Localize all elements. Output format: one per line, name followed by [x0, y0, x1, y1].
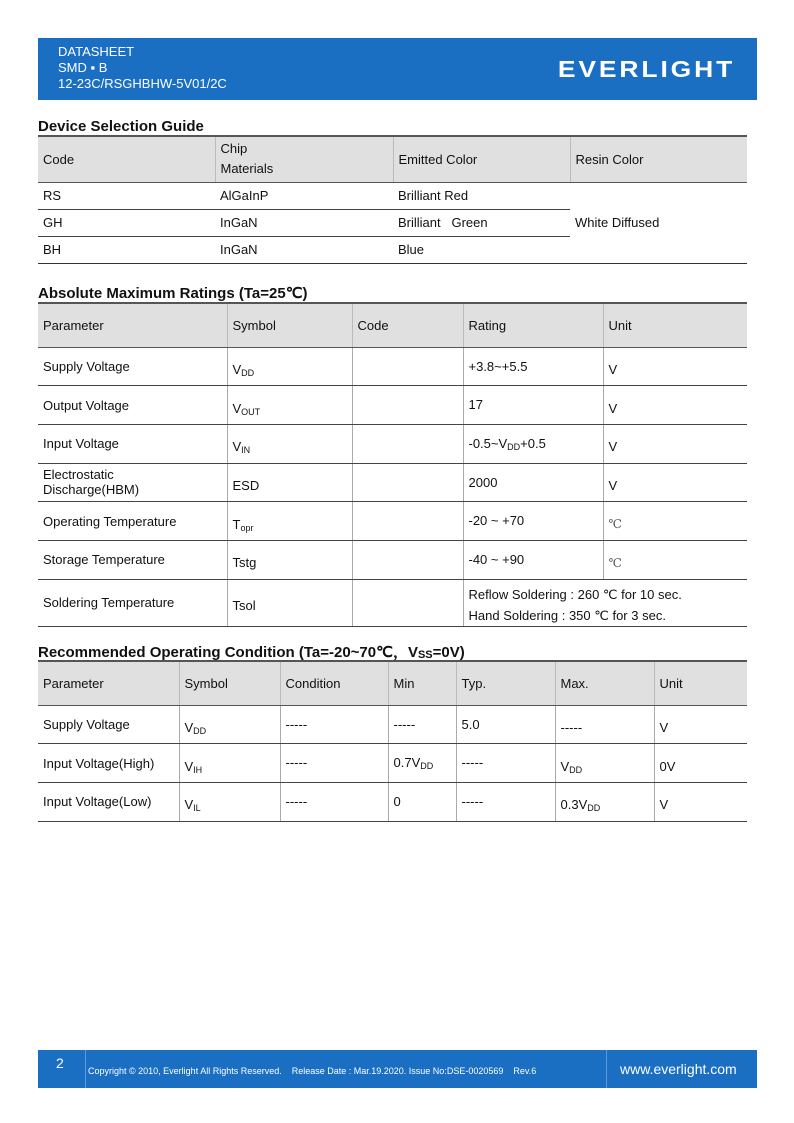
cell-unit: ℃: [603, 540, 747, 579]
footer-divider: [85, 1050, 86, 1088]
cell-code: [352, 424, 463, 463]
page-footer: [38, 1050, 757, 1088]
cell-symbol: VIL: [179, 782, 280, 821]
cell-parameter: Input Voltage(Low): [38, 782, 179, 821]
table-row: [38, 782, 747, 821]
table-row: [38, 182, 747, 209]
header-code: Code: [38, 136, 215, 182]
device-selection-table: [38, 135, 747, 264]
cell-symbol: VOUT: [227, 386, 352, 425]
header-parameter: Parameter: [38, 303, 227, 347]
table-row: [38, 502, 747, 541]
product-family: SMD ▪ B: [58, 60, 108, 75]
cell-parameter: Operating Temperature: [38, 502, 227, 541]
cell-symbol: VIN: [227, 424, 352, 463]
cell-code: [352, 579, 463, 626]
cell-parameter: Output Voltage: [38, 386, 227, 425]
header-code: Code: [352, 303, 463, 347]
cell-parameter: Storage Temperature: [38, 540, 227, 579]
cell-chip: InGaN: [220, 242, 258, 257]
header-rating: Rating: [463, 303, 603, 347]
cell-unit: 0V: [654, 744, 747, 783]
header-chip-materials: Chip Materials: [215, 136, 393, 182]
header-unit: Unit: [654, 661, 747, 705]
cell-unit: V: [603, 424, 747, 463]
rec-op-title: Recommended Operating Condition (Ta=-20~70℃，VSS=0V): [38, 644, 465, 661]
cell-symbol: Topr: [227, 502, 352, 541]
footer-divider: [606, 1050, 607, 1088]
cell-code: GH: [38, 209, 215, 236]
cell-condition: -----: [280, 705, 388, 744]
abs-max-table: [38, 302, 747, 627]
cell-rating: +3.8~+5.5: [463, 347, 603, 386]
table-row: [38, 744, 747, 783]
header-min: Min: [388, 661, 456, 705]
page-number: 2: [56, 1055, 64, 1071]
header-parameter: Parameter: [38, 661, 179, 705]
cell-max: VDD: [555, 744, 654, 783]
cell-color: Brilliant Green: [393, 209, 570, 236]
cell-code: [352, 463, 463, 502]
cell-condition: -----: [280, 782, 388, 821]
cell-color: Blue: [398, 242, 425, 257]
table-row: [38, 540, 747, 579]
cell-unit: V: [654, 705, 747, 744]
website-link[interactable]: www.everlight.com: [620, 1061, 737, 1077]
table-header-row: [38, 136, 747, 182]
cell-code: BH: [43, 242, 62, 257]
cell-symbol: VDD: [227, 347, 352, 386]
cell-rating: -0.5~VDD+0.5: [463, 424, 603, 463]
part-number: 12-23C/RSGHBHW-5V01/2C: [58, 76, 227, 91]
cell-typ: 5.0: [456, 705, 555, 744]
header-symbol: Symbol: [227, 303, 352, 347]
cell-symbol: VDD: [179, 705, 280, 744]
table-row: [38, 463, 747, 502]
cell-rating: Reflow Soldering : 260 ℃ for 10 sec. Hand Soldering : 350 ℃ for 3 sec.: [463, 579, 747, 626]
header-max: Max.: [555, 661, 654, 705]
cell-unit: V: [603, 463, 747, 502]
header-emitted-color: Emitted Color: [393, 136, 570, 182]
cell-symbol: VIH: [179, 744, 280, 783]
cell-code: [352, 386, 463, 425]
header-typ: Typ.: [456, 661, 555, 705]
cell-min: 0.7VDD: [388, 744, 456, 783]
device-selection-title: Device Selection Guide: [38, 118, 204, 135]
cell-code: [352, 347, 463, 386]
table-header-row: [38, 661, 747, 705]
cell-rating: -20 ~ +70: [463, 502, 603, 541]
cell-parameter: Soldering Temperature: [38, 579, 227, 626]
header-condition: Condition: [280, 661, 388, 705]
header-unit: Unit: [603, 303, 747, 347]
cell-typ: -----: [456, 744, 555, 783]
cell-code: [352, 502, 463, 541]
everlight-logo: EVERLIGHT: [557, 56, 735, 82]
cell-unit: V: [603, 386, 747, 425]
table-header-row: [38, 303, 747, 347]
cell-max: -----: [555, 705, 654, 744]
cell-min: -----: [388, 705, 456, 744]
copyright-text: Copyright © 2010, Everlight All Rights Reserved. Release Date : Mar.19.2020. Issue No:DSE-0020569 Rev.6: [88, 1066, 537, 1076]
cell-parameter: Supply Voltage: [38, 347, 227, 386]
cell-color: Brilliant Red: [393, 182, 570, 209]
table-row: [38, 386, 747, 425]
cell-symbol: ESD: [227, 463, 352, 502]
cell-parameter: Supply Voltage: [38, 705, 179, 744]
abs-max-title: Absolute Maximum Ratings (Ta=25℃): [38, 285, 308, 302]
cell-parameter: Input Voltage(High): [38, 744, 179, 783]
cell-unit: V: [654, 782, 747, 821]
cell-chip: InGaN: [215, 209, 393, 236]
header-resin-color: Resin Color: [570, 136, 747, 182]
table-row: [38, 579, 747, 626]
cell-parameter: Input Voltage: [38, 424, 227, 463]
cell-rating: 17: [463, 386, 603, 425]
table-row: [38, 705, 747, 744]
cell-rating: 2000: [463, 463, 603, 502]
cell-chip: AlGaInP: [215, 182, 393, 209]
cell-max: 0.3VDD: [555, 782, 654, 821]
cell-code: [352, 540, 463, 579]
cell-rating: -40 ~ +90: [463, 540, 603, 579]
cell-unit: V: [603, 347, 747, 386]
cell-typ: -----: [456, 782, 555, 821]
cell-code: RS: [38, 182, 215, 209]
cell-min: 0: [388, 782, 456, 821]
cell-parameter: Electrostatic Discharge(HBM): [38, 463, 227, 502]
cell-resin: White Diffused: [575, 215, 660, 230]
table-row: [38, 347, 747, 386]
cell-unit: ℃: [603, 502, 747, 541]
cell-symbol: Tsol: [227, 579, 352, 626]
cell-condition: -----: [280, 744, 388, 783]
rec-op-table: [38, 660, 747, 822]
cell-symbol: Tstg: [227, 540, 352, 579]
table-row: [38, 424, 747, 463]
doc-type: DATASHEET: [58, 44, 135, 59]
header-symbol: Symbol: [179, 661, 280, 705]
page-header: [38, 38, 757, 100]
document-info: [58, 44, 227, 92]
